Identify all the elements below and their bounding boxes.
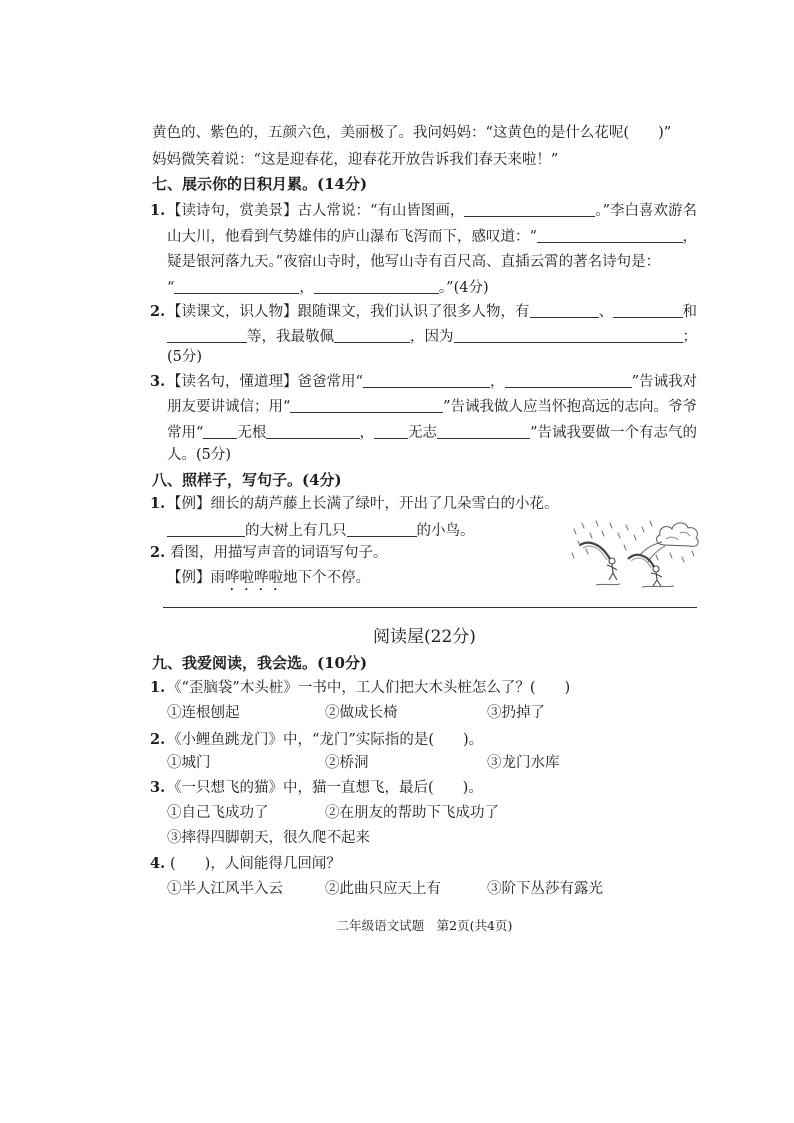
s9-q2-stem bbox=[150, 730, 483, 750]
s7-q3-text-j: ”告诫我要做一个有志气的 bbox=[530, 425, 697, 441]
passage-line-2 bbox=[152, 150, 558, 170]
page-footer: 二年级语文试题 第2页(共4页) bbox=[336, 918, 513, 933]
answer-blank bbox=[437, 424, 530, 439]
s8-q2-line-2 bbox=[167, 568, 370, 588]
s7-q3-text-i: 无志 bbox=[408, 425, 437, 441]
answer-blank bbox=[613, 303, 682, 318]
option-2: ②做成长椅 bbox=[325, 705, 398, 721]
s7-q3-text-g: 无根 bbox=[237, 425, 267, 441]
s7-q2-text-a: 【读课文，识人物】跟随课文，我们认识了很多人物，有 bbox=[167, 304, 530, 320]
s7-q3-text-f: 常用“ bbox=[167, 425, 204, 441]
s7-q1-line-3 bbox=[167, 252, 660, 272]
answer-blank bbox=[505, 373, 632, 388]
answer-blank bbox=[464, 202, 595, 217]
question-number: 3. bbox=[150, 779, 166, 796]
s7-q2-line-3 bbox=[167, 347, 202, 367]
cloud-shape bbox=[640, 523, 698, 562]
answer-blank bbox=[174, 279, 299, 294]
s9-q3-options-row-2 bbox=[167, 828, 697, 848]
s7-q3-text-b: ， bbox=[490, 374, 505, 390]
s9-q4-stem-text: ( )，人间能得几回闻？ bbox=[170, 856, 341, 872]
s7-q3-line-1 bbox=[150, 371, 697, 391]
s7-q2-score: (5分) bbox=[167, 349, 203, 365]
s7-q3-line-3 bbox=[167, 422, 697, 442]
question-number: 4. bbox=[150, 855, 166, 872]
option-3: ③摔得四脚朝天，很久爬不起来 bbox=[167, 830, 370, 846]
passage-line-1 bbox=[152, 123, 671, 143]
s7-q2-line-2 bbox=[167, 326, 697, 346]
s7-q3-text-c: ”告诫我对 bbox=[631, 374, 697, 390]
s8-q1-line-1 bbox=[150, 494, 559, 514]
s7-q2-text-e: ，因为 bbox=[410, 329, 454, 345]
s8-q2-prompt: 看图，用描写声音的词语写句子。 bbox=[170, 545, 388, 561]
child-figure-2 bbox=[628, 555, 662, 586]
answer-blank bbox=[290, 398, 443, 413]
answer-blank bbox=[537, 228, 683, 243]
s7-q3-text-e: ”告诫我做人应当怀抱高远的志向。爷爷 bbox=[443, 399, 697, 415]
s7-q3-line-2 bbox=[167, 396, 697, 416]
question-number: 1. bbox=[150, 495, 166, 512]
option-2: ②桥洞 bbox=[325, 755, 369, 771]
s8-q2-example-c: 地下个不停。 bbox=[283, 570, 370, 586]
answer-blank bbox=[363, 373, 490, 388]
s7-q3-line-4 bbox=[167, 445, 231, 465]
s7-q3-text-d: 朋友要讲诚信；用“ bbox=[167, 399, 291, 415]
s9-q3-options-row-1 bbox=[167, 803, 697, 823]
option-2: ②在朋友的帮助下飞成功了 bbox=[325, 805, 499, 821]
s8-q1-line-2 bbox=[167, 520, 475, 540]
s9-q2-stem-text: 《小鲤鱼跳龙门》中，“龙门”实际指的是( )。 bbox=[167, 732, 484, 748]
s7-q1-text-d: ， bbox=[682, 229, 697, 245]
answer-blank bbox=[374, 424, 408, 439]
section-8-heading-text: 八、照样子，写句子。(4分) bbox=[152, 471, 342, 489]
reading-section-title: 阅读屋(22分) bbox=[373, 627, 476, 647]
question-number: 3. bbox=[150, 373, 166, 390]
s7-q3-text-h: ， bbox=[359, 425, 374, 441]
s9-q1-stem bbox=[150, 678, 570, 698]
s8-q2-example-a: 【例】雨 bbox=[167, 570, 225, 586]
answer-blank bbox=[266, 424, 359, 439]
section-7-heading bbox=[152, 174, 367, 194]
s7-q2-line-1 bbox=[150, 301, 697, 321]
rain-illustration bbox=[566, 515, 702, 589]
option-2: ②此曲只应天上有 bbox=[325, 881, 441, 897]
s7-q1-text-b: 。”李白喜欢游名 bbox=[595, 203, 697, 219]
s7-q1-text-e: 疑是银河落九天。”夜宿山寺时，他写山寺有百尺高、直插云霄的著名诗句是： bbox=[167, 254, 661, 270]
section-9-heading-text: 九、我爱阅读，我会选。(10分) bbox=[152, 654, 368, 672]
s8-q1-example: 【例】细长的葫芦藤上长满了绿叶，开出了几朵雪白的小花。 bbox=[167, 496, 559, 512]
s7-q2-text-c: 和 bbox=[682, 304, 697, 320]
s9-q1-options bbox=[167, 703, 697, 723]
question-number: 2. bbox=[150, 731, 166, 748]
s7-q1-text-a: 【读诗句，赏美景】古人常说：“有山皆图画， bbox=[167, 203, 465, 219]
s8-q2-line-1 bbox=[150, 543, 388, 563]
question-number: 1. bbox=[150, 202, 166, 219]
answer-blank bbox=[530, 303, 599, 318]
section-9-heading bbox=[152, 653, 367, 673]
question-number: 1. bbox=[150, 679, 166, 696]
option-3: ③龙门水库 bbox=[487, 755, 560, 771]
s8-q2-example-emphasis: 哗啦哗啦 bbox=[225, 570, 283, 586]
section-8-heading bbox=[152, 470, 342, 490]
option-3: ③扔掉了 bbox=[487, 705, 545, 721]
option-1: ①城门 bbox=[167, 755, 211, 771]
s7-q1-text-c: 山大川，他看到气势雄伟的庐山瀑布飞泻而下，感叹道：“ bbox=[167, 229, 537, 245]
option-1: ①自己飞成功了 bbox=[167, 805, 269, 821]
s7-q1-text-h: 。”(4分) bbox=[438, 280, 489, 296]
s9-q4-stem bbox=[150, 854, 341, 874]
s9-q2-options bbox=[167, 753, 697, 773]
answer-blank bbox=[454, 328, 683, 343]
s9-q4-options bbox=[167, 879, 697, 899]
s9-q1-stem-text: 《“歪脑袋”木头桩》一书中，工人们把大木头桩怎么了？( ) bbox=[167, 680, 571, 696]
s8-q1-text-b: 的小鸟。 bbox=[416, 523, 475, 539]
passage-line-1-text: 黄色的、紫色的，五颜六色，美丽极了。我问妈妈：“这黄色的是什么花呢( )” bbox=[152, 125, 672, 141]
answer-blank bbox=[314, 279, 439, 294]
passage-line-2-text: 妈妈微笑着说：“这是迎春花，迎春花开放告诉我们春天来啦！” bbox=[152, 152, 559, 168]
answer-blank bbox=[347, 522, 417, 537]
s7-q3-text-k: 人。(5分) bbox=[167, 447, 232, 463]
answer-blank bbox=[167, 522, 245, 537]
option-1: ①半人江风半入云 bbox=[167, 881, 283, 897]
s9-q3-stem-text: 《一只想飞的猫》中，猫一直想飞，最后( )。 bbox=[167, 780, 483, 796]
s7-q2-text-f: ； bbox=[682, 329, 697, 345]
s7-q2-text-b: 、 bbox=[598, 304, 614, 320]
question-number: 2. bbox=[150, 544, 166, 561]
s8-q1-text-a: 的大树上有几只 bbox=[245, 523, 347, 539]
s7-q1-text-f: “ bbox=[167, 280, 175, 296]
section-7-heading-text: 七、展示你的日积月累。(14分) bbox=[152, 175, 368, 193]
option-1: ①连根刨起 bbox=[167, 705, 240, 721]
s7-q2-text-d: 等，我最敬佩 bbox=[247, 329, 334, 345]
option-3: ③阶下丛莎有露光 bbox=[487, 881, 603, 897]
s7-q1-line-1 bbox=[150, 200, 697, 220]
s9-q3-stem bbox=[150, 778, 483, 798]
answer-blank bbox=[334, 328, 410, 343]
answer-line bbox=[163, 607, 697, 608]
s7-q3-text-a: 【读名句，懂道理】爸爸常用“ bbox=[167, 374, 363, 390]
s7-q1-line-4 bbox=[167, 277, 489, 297]
ground bbox=[596, 584, 674, 587]
question-number: 2. bbox=[150, 303, 166, 320]
answer-blank bbox=[203, 424, 237, 439]
s7-q1-text-g: ， bbox=[299, 280, 314, 296]
s7-q1-line-2 bbox=[167, 226, 697, 246]
answer-blank bbox=[167, 328, 247, 343]
child-figure-1 bbox=[580, 543, 617, 580]
